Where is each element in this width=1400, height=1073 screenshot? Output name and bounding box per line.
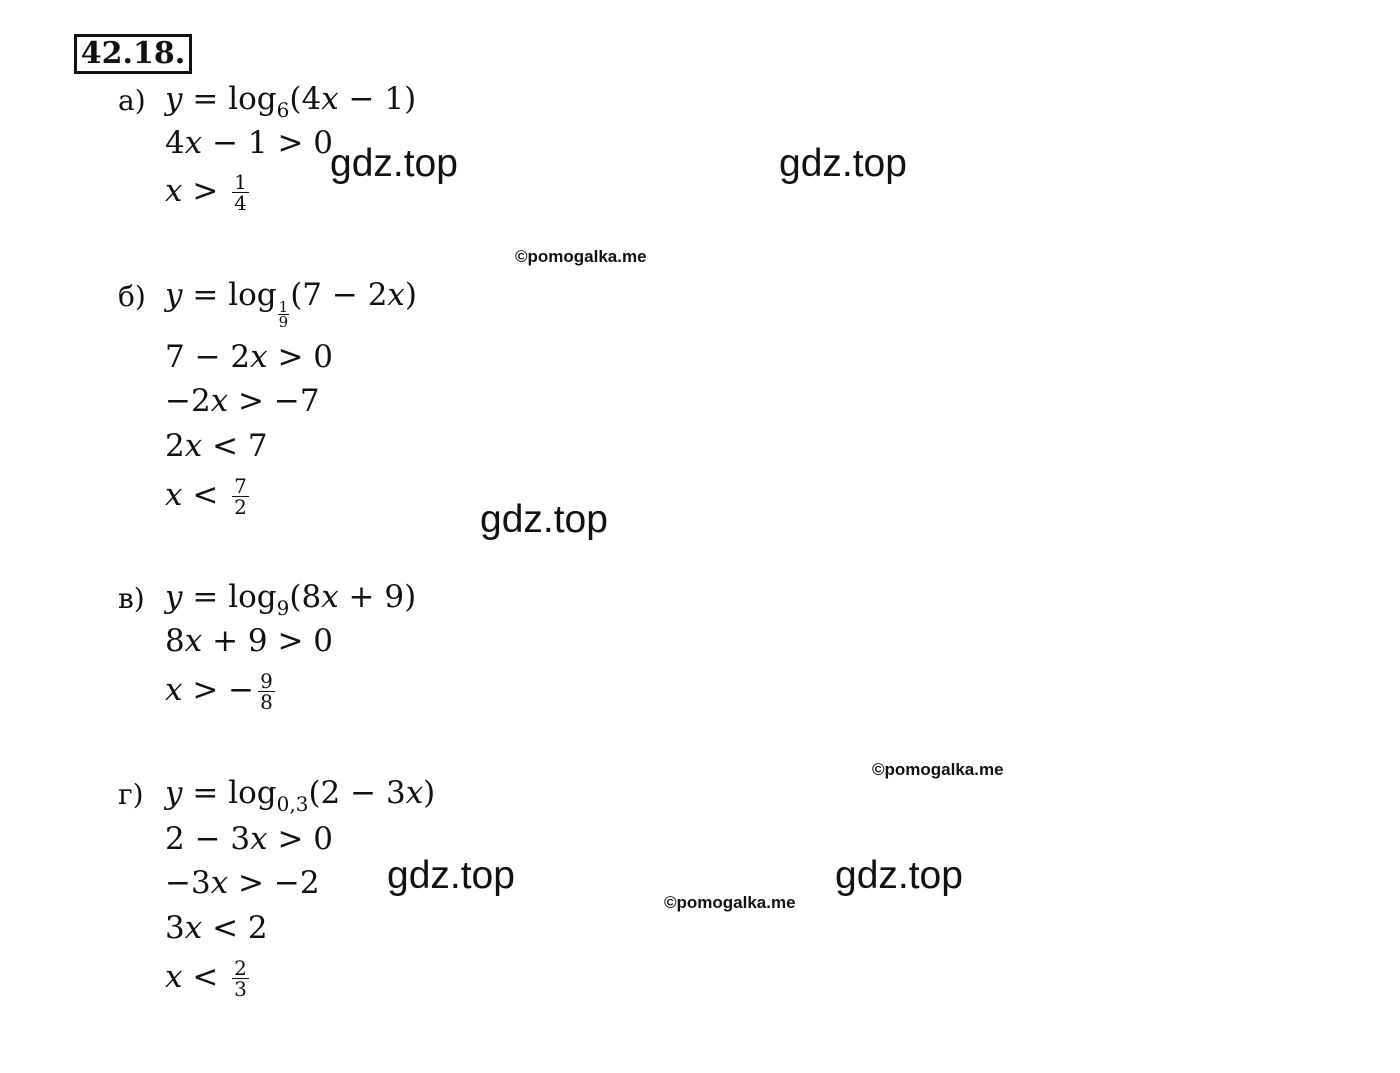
watermark-gdz: gdz.top — [330, 142, 458, 185]
part-a-step-2: x > $\frac{1}{4}$ — [165, 170, 247, 215]
watermark-gdz: gdz.top — [480, 498, 608, 541]
part-g-step-3: 3x < 2 — [165, 910, 268, 946]
fraction: $\frac{1}{4}$ — [234, 170, 247, 215]
watermark-pomogalka: ©pomogalka.me — [872, 760, 1004, 779]
part-b-equation: y = log $\frac{1}{9}$ (7 − 2x) — [165, 277, 418, 331]
part-label-g: г) — [118, 778, 144, 811]
part-b-step-1: 7 − 2x > 0 — [165, 339, 334, 375]
watermark-pomogalka: ©pomogalka.me — [515, 247, 647, 266]
part-g-step-1: 2 − 3x > 0 — [165, 821, 334, 857]
fraction: $\frac{9}{8}$ — [260, 669, 273, 714]
problem-number: 42.18. — [74, 34, 192, 74]
watermark-gdz: gdz.top — [387, 854, 515, 897]
part-a-step-1: 4x − 1 > 0 — [165, 125, 334, 161]
part-g-step-4: x < $\frac{2}{3}$ — [165, 956, 247, 1001]
part-a-equation: $y = \log_6(4x - 1)$ — [165, 81, 417, 122]
part-label-b: б) — [118, 280, 146, 313]
part-label-v: в) — [118, 582, 145, 615]
watermark-gdz: gdz.top — [835, 854, 963, 897]
part-g-equation: $y = \log_{0,3}(2 - 3x)$ — [165, 775, 436, 816]
watermark-pomogalka: ©pomogalka.me — [664, 893, 796, 912]
fraction: $\frac{2}{3}$ — [234, 956, 247, 1001]
log-base-fraction: $\frac{1}{9}$ — [278, 298, 289, 331]
part-b-step-2: −2x > −7 — [165, 383, 320, 419]
part-v-step-1: 8x + 9 > 0 — [165, 623, 334, 659]
part-label-a: а) — [118, 84, 146, 117]
part-b-step-3: 2x < 7 — [165, 428, 268, 464]
part-v-step-2: x > − $\frac{9}{8}$ — [165, 669, 273, 714]
part-v-equation: $y = \log_9(8x + 9)$ — [165, 579, 417, 620]
fraction: $\frac{7}{2}$ — [234, 474, 247, 519]
part-g-step-2: −3x > −2 — [165, 865, 320, 901]
part-b-step-4: x < $\frac{7}{2}$ — [165, 474, 247, 519]
watermark-gdz: gdz.top — [779, 142, 907, 185]
